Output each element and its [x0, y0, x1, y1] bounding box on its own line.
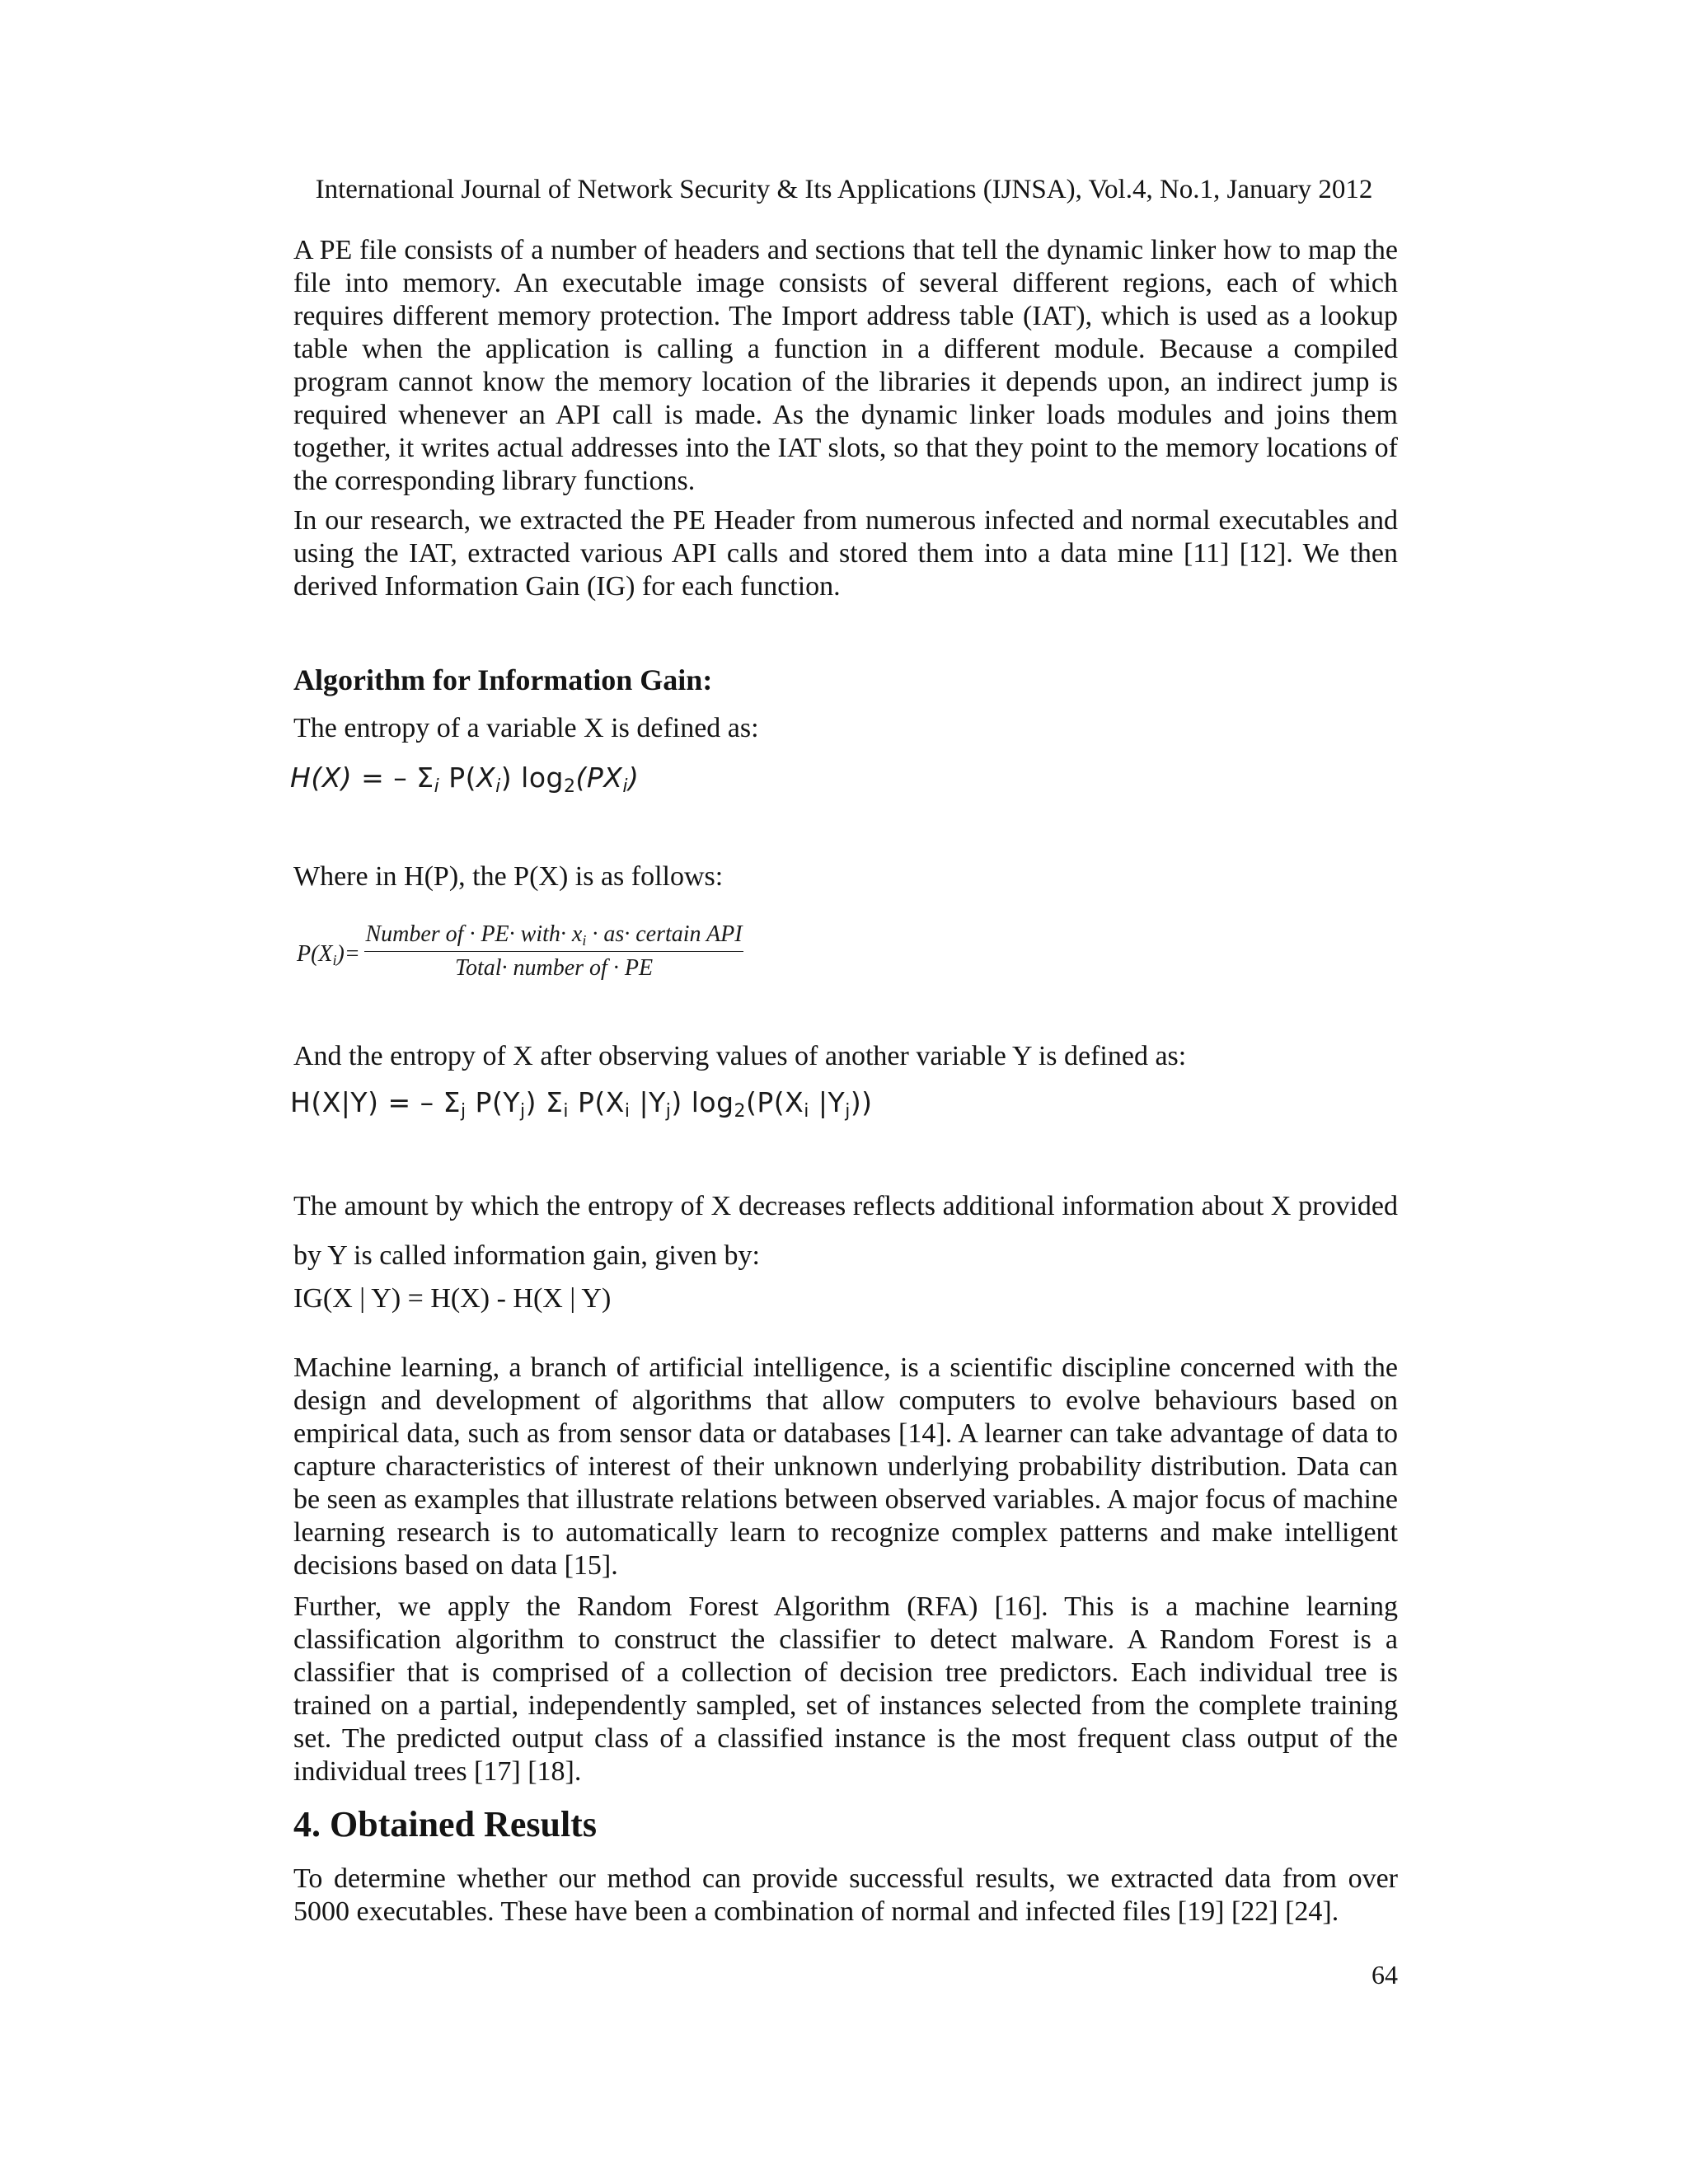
entropy-formula: [290, 762, 1395, 804]
conditional-intro-block: [293, 1040, 1398, 1073]
entropy-intro: The entropy of a variable X is defined as:: [293, 713, 759, 743]
formula-part: ): [525, 1086, 546, 1118]
paragraph-text: In our research, we extracted the PE Header from numerous infected and normal executables and using the IAT, extracted various API calls and stored them into a data mine [11] [12]. We then derived Information Gain (IG) for each function.: [293, 505, 1398, 602]
sum-index: i: [563, 1101, 569, 1122]
page-number: 64: [1372, 1960, 1398, 1990]
formula-eq: = –: [352, 762, 417, 794]
formula-part: ) log: [500, 762, 564, 794]
sum-symbol: Σ: [416, 762, 434, 794]
ig-formula: IG(X | Y) = H(X) - H(X | Y): [293, 1283, 612, 1314]
paragraph-machine-learning: [293, 1352, 1398, 1582]
formula-eq: = –: [378, 1086, 443, 1118]
paragraph-results: [293, 1863, 1398, 1929]
conditional-entropy-formula: [290, 1086, 1395, 1128]
formula-part: P(X: [297, 941, 333, 967]
formula-part: )=: [336, 941, 360, 967]
formula-index: i: [332, 952, 337, 968]
formula-part: X: [476, 762, 496, 794]
formula-index: i: [582, 932, 587, 949]
formula-part: |Y: [809, 1086, 846, 1118]
log-base: 2: [563, 776, 576, 797]
fraction-denominator: Total· number of · PE: [454, 955, 654, 981]
px-fraction: [364, 920, 743, 982]
paragraph-text: To determine whether our method can provide successful results, we extracted data from over 5000 executables. These have been a combination of normal and infected files [19] [22] [24].: [293, 1863, 1398, 1927]
px-intro-block: [293, 860, 1398, 893]
formula-part: (P: [575, 762, 604, 794]
information-gain-paragraph: [293, 1182, 1398, 1281]
formula-index: j: [519, 1101, 526, 1122]
formula-index: j: [665, 1101, 672, 1122]
formula-part: P(Y: [466, 1086, 520, 1118]
fraction-numerator: [364, 920, 743, 949]
formula-index: i: [495, 776, 501, 797]
paragraph-text: Machine learning, a branch of artificial intelligence, is a scientific discipline concerned with the design and development of algorithms that allow computers to evolve behaviours based on empirical data, such as from sensor data or databases [14]. A learner can take advantage of data to capture characteristics of interest of their unknown underlying probability distribution. Data can be seen as examples that illustrate relations between observed variables. A major focus of machine learning research is to automatically learn to recognize complex patterns and make intelligent decisions based on data [15].: [293, 1352, 1398, 1581]
formula-part: ): [627, 762, 640, 794]
log-base: 2: [734, 1101, 747, 1122]
formula-index: i: [804, 1101, 809, 1122]
sum-symbol: Σ: [545, 1086, 564, 1118]
formula-part: X: [603, 762, 623, 794]
formula-part: P(: [439, 762, 477, 794]
formula-part: |Y: [630, 1086, 666, 1118]
conditional-intro: And the entropy of X after observing values of another variable Y is defined as:: [293, 1041, 1187, 1071]
paragraph-text: Further, we apply the Random Forest Algorithm (RFA) [16]. This is a machine learning classification algorithm to construct the classifier to detect malware. A Random Forest is a classifier that is comprised of a collection of decision tree predictors. Each individual tree is trained on a partial, independently sampled, set of instances selected from the complete training set. The predicted output class of a classified instance is the most frequent class output of the individual trees [17] [18].: [293, 1591, 1398, 1787]
sum-symbol: Σ: [443, 1086, 461, 1118]
ig-formula-block: [293, 1282, 1398, 1315]
algorithm-heading: Algorithm for Information Gain:: [293, 663, 713, 696]
sum-index: j: [460, 1101, 467, 1122]
formula-part: Number of · PE· with· x: [365, 921, 583, 947]
running-header: International Journal of Network Security & Its Applications (IJNSA), Vol.4, No.1, January 2012: [315, 175, 1373, 204]
formula-part: (P(X: [746, 1086, 804, 1118]
formula-index: i: [622, 776, 628, 797]
px-formula-lhs: [297, 941, 360, 969]
formula-index: j: [845, 1101, 851, 1122]
paragraph-random-forest: [293, 1591, 1398, 1788]
formula-index: i: [624, 1101, 631, 1122]
entropy-intro-block: [293, 712, 1398, 745]
algorithm-heading-block: [293, 662, 1398, 698]
formula-part: ) log: [671, 1086, 734, 1118]
section-heading: 4. Obtained Results: [293, 1804, 597, 1844]
paragraph-pe-file: [293, 234, 1398, 498]
formula-lhs: H(X|Y): [290, 1086, 379, 1118]
formula-part: · as· certain API: [586, 921, 743, 947]
formula-part: P(X: [568, 1086, 625, 1118]
section-heading-block: [293, 1803, 1398, 1846]
paragraph-text: The amount by which the entropy of X decreases reflects additional information about X provided by Y is called information gain, given by:: [293, 1191, 1398, 1271]
paragraph-text: A PE file consists of a number of headers and sections that tell the dynamic linker how to map the file into memory. An executable image consists of several different regions, each of which requires different memory protection. The Import address table (IAT), which is used as a lookup table when the application is calling a function in a different module. Because a compiled program cannot know the memory location of the libraries it depends upon, an indirect jump is required whenever an API call is made. As the dynamic linker loads modules and joins them together, it writes actual addresses into the IAT slots, so that they point to the memory locations of the corresponding library functions.: [293, 235, 1398, 496]
px-intro: Where in H(P), the P(X) is as follows:: [293, 861, 724, 892]
formula-part: )): [850, 1086, 873, 1118]
sum-index: i: [434, 776, 440, 797]
formula-lhs: H(X): [290, 762, 353, 794]
paragraph-research: [293, 504, 1398, 603]
